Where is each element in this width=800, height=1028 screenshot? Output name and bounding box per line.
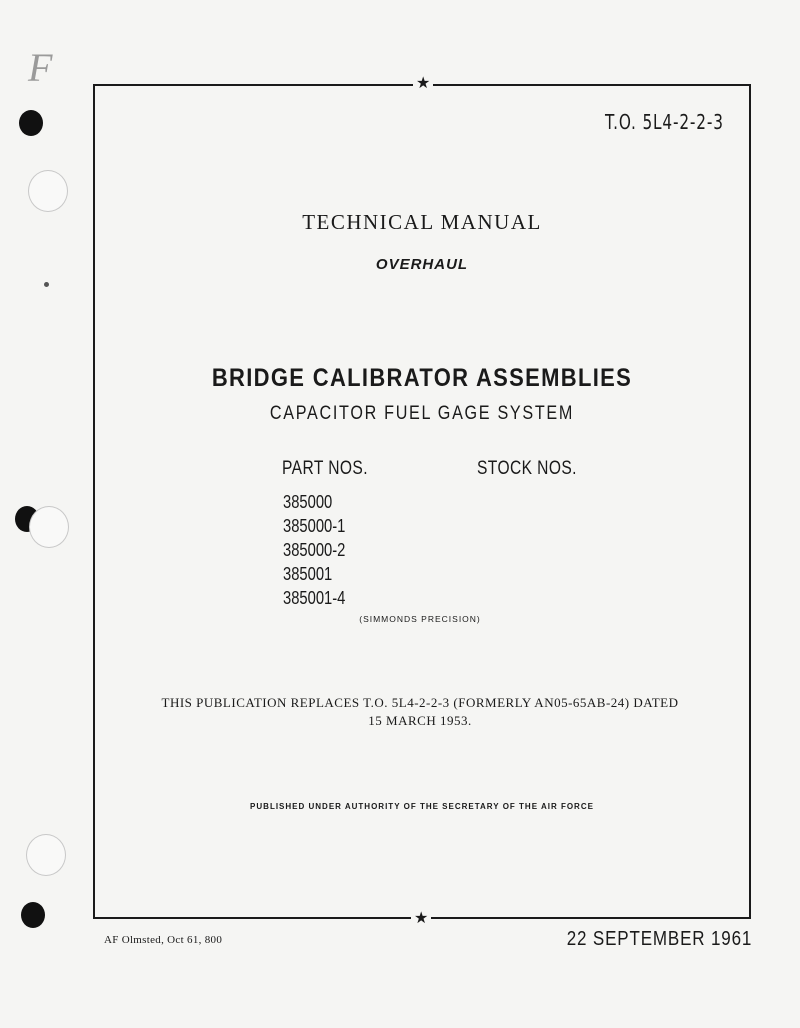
document-purpose: OVERHAUL	[375, 256, 469, 273]
main-title: BRIDGE CALIBRATOR ASSEMBLIES	[211, 364, 633, 392]
main-subtitle: CAPACITOR FUEL GAGE SYSTEM	[269, 403, 575, 424]
binder-ring-top	[28, 170, 68, 212]
printer-imprint: AF Olmsted, Oct 61, 800	[104, 934, 223, 946]
document-type: TECHNICAL MANUAL	[302, 210, 542, 234]
part-number: 385001	[283, 564, 333, 584]
replacement-note-line1: THIS PUBLICATION REPLACES T.O. 5L4-2-2-3 (FORMERLY AN05-65AB-24) DATED	[161, 695, 679, 710]
binder-hole-top	[19, 110, 43, 136]
paper-speck	[44, 282, 49, 287]
publication-date: 22 SEPTEMBER 1961	[566, 928, 752, 950]
stock-numbers-header: STOCK NOS.	[477, 458, 577, 479]
replacement-note	[160, 694, 680, 730]
part-number: 385000	[283, 492, 333, 512]
part-numbers-header: PART NOS.	[282, 458, 368, 479]
handwritten-mark: F	[28, 45, 53, 90]
part-number-list	[283, 490, 359, 610]
binder-ring-middle	[29, 506, 69, 548]
to-number: T.O. 5L4-2-2-3	[605, 110, 724, 134]
binder-ring-bottom	[26, 834, 66, 876]
star-icon-bottom: ★	[411, 911, 431, 927]
star-icon-top: ★	[413, 76, 433, 92]
manufacturer-note: (SIMMONDS PRECISION)	[359, 614, 481, 624]
part-number: 385001-4	[283, 588, 346, 608]
part-number: 385000-1	[283, 516, 346, 536]
replacement-note-line2: 15 MARCH 1953.	[368, 713, 472, 728]
authority-statement: PUBLISHED UNDER AUTHORITY OF THE SECRETARY OF THE AIR FORCE	[250, 802, 594, 811]
part-number: 385000-2	[283, 540, 346, 560]
binder-hole-bottom	[21, 902, 45, 928]
